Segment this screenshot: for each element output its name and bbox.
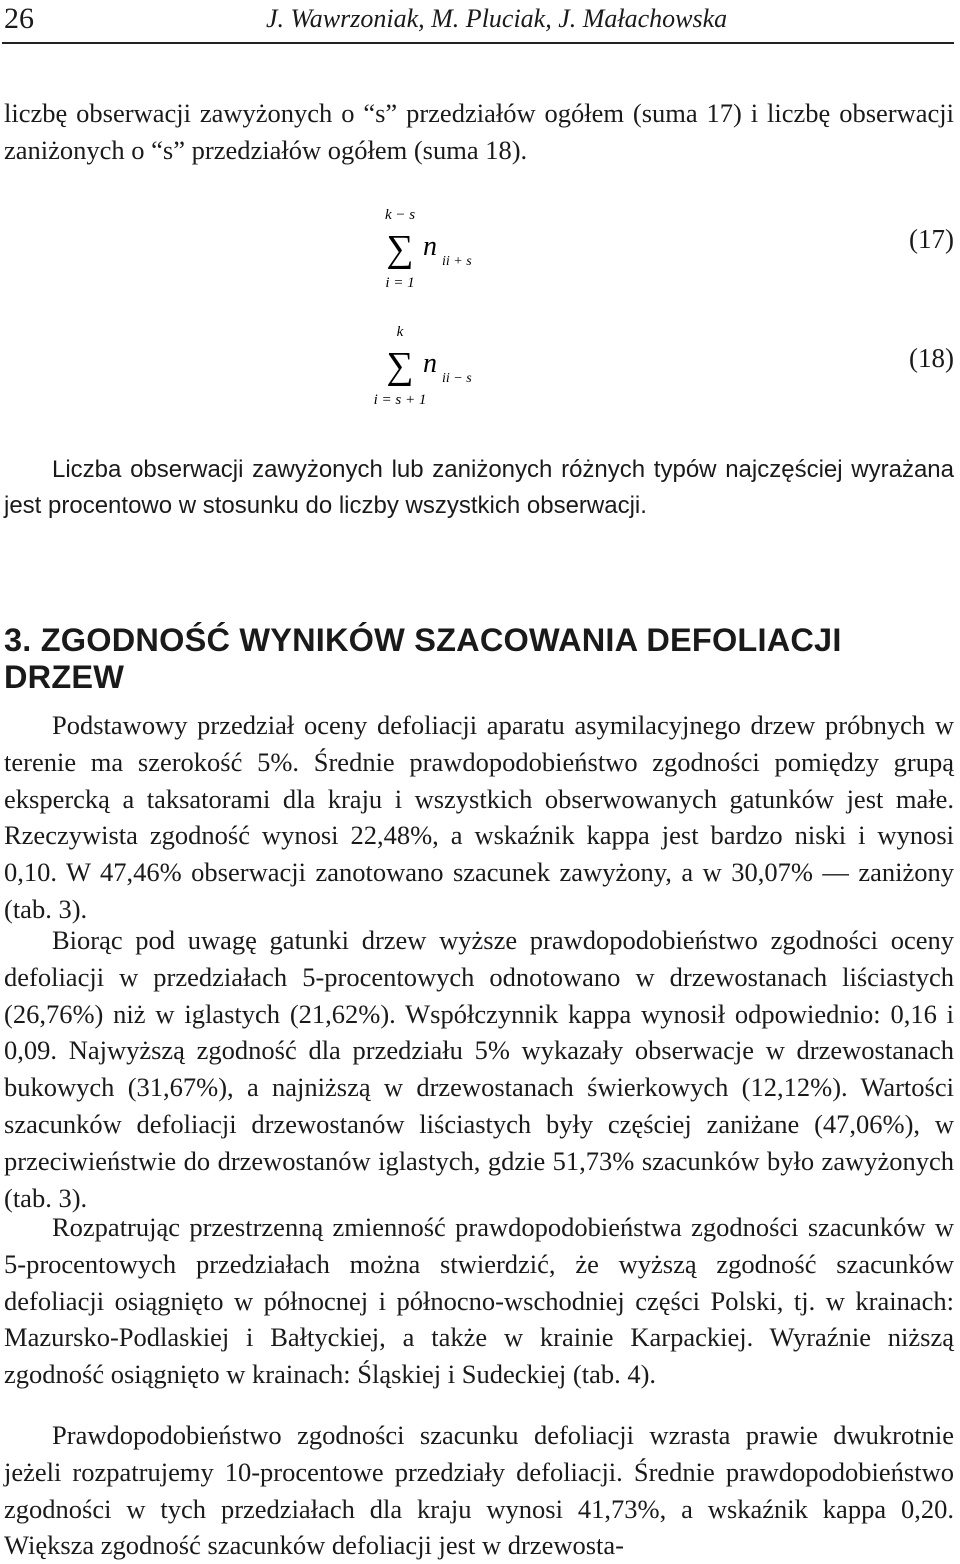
sum-lower-limit: i = 1: [385, 275, 415, 291]
running-head: J. Wawrzoniak, M. Pluciak, J. Małachowska: [266, 4, 728, 33]
equation-number-18: (18): [909, 343, 954, 373]
percent-paragraph: Liczba obserwacji zawyżonych lub zaniżonych różnych typów najczęściej wyrażana jest procentowo w stosunku do liczby wszystkich obserwacji.: [4, 456, 954, 519]
summand-subscript: ii − s: [442, 371, 472, 386]
page-header: [4, 2, 954, 42]
equation-17: [360, 205, 560, 295]
sum-lower-limit: i = s + 1: [373, 392, 427, 408]
section-paragraph-2: Biorąc pod uwagę gatunki drzew wyższe prawdopodobieństwo zgodności oceny defoliacji w przedziałach 5-procentowych odnotowano w drzewostanach liściastych (26,76%) niż w iglastych (21,62%). Współczynnik kappa wynosił odpowiednio: 0,16 i 0,09. Najwyższą zgodność dla przedziału 5% wykazały obserwacje w drzewostanach bukowych (31,67%), a najniższą w drzewostanach świerkowych (12,12%). Wartości szacunków defoliacji drzewostanów liściastych były częściej zaniżane (47,06%), w przeciwieństwie do drzewostanów iglastych, gdzie 51,73% szacunków było zawyżonych (tab. 3).: [4, 925, 954, 1213]
intro-paragraph: liczbę obserwacji zawyżonych o “s” przedziałów ogółem (suma 17) i liczbę obserwacji zaniżonych o “s” przedziałów ogółem (suma 18).: [4, 98, 954, 165]
equation-18-formula: [360, 322, 560, 412]
section-paragraph-3: Rozpatrując przestrzenną zmienność prawdopodobieństwa zgodności szacunków w 5-procentowych przedziałach można stwierdzić, że wyższą zgodność szacunków defoliacji osiągnięto w północnej i północno-wschodniej części Polski, tj. w krainach: Mazursko-Podlaskiej i Bałtyckiej, a także w krainie Karpackiej. Wyraźnie niższą zgodność osiągnięto w krainach: Śląskiej i Sudeckiej (tab. 4).: [4, 1212, 954, 1390]
header-rule: [2, 42, 954, 44]
section-paragraph-4: Prawdopodobieństwo zgodności szacunku defoliacji wzrasta prawie dwukrotnie jeżeli rozpatrujemy 10-procentowe przedziały defoliacji. Średnie prawdopodobieństwo zgodności w tych przedziałach dla kraju wynosi 41,73%, a wskaźnik kappa 0,20. Większa zgodność szacunków defoliacji jest w drzewosta-: [4, 1420, 954, 1561]
summand-subscript: ii + s: [442, 254, 472, 269]
summand-term: n: [423, 231, 437, 262]
sum-symbol: ∑: [386, 345, 414, 387]
section-paragraph-1: Podstawowy przedział oceny defoliacji aparatu asymilacyjnego drzew próbnych w terenie ma szerokość 5%. Średnie prawdopodobieństwo zgodności pomiędzy grupą ekspercką a taksatorami dla kraju i wszystkich obserwowanych gatunków jest małe. Rzeczywista zgodność wynosi 22,48%, a wskaźnik kappa jest bardzo niski i wynosi 0,10. W 47,46% obserwacji zanotowano szacunek zawyżony, a w 30,07% — zaniżony (tab. 3).: [4, 710, 954, 924]
equation-18: [360, 322, 560, 412]
equation-number-17: (17): [909, 224, 954, 254]
section-heading: 3. ZGODNOŚĆ WYNIKÓW SZACOWANIA DEFOLIACJI DRZEW: [4, 622, 842, 695]
page-number: 26: [4, 2, 34, 35]
sum-upper-limit: k: [396, 324, 404, 340]
sum-symbol: ∑: [386, 228, 414, 270]
equation-17-formula: [360, 205, 560, 295]
sum-upper-limit: k − s: [384, 207, 416, 223]
summand-term: n: [423, 348, 437, 379]
